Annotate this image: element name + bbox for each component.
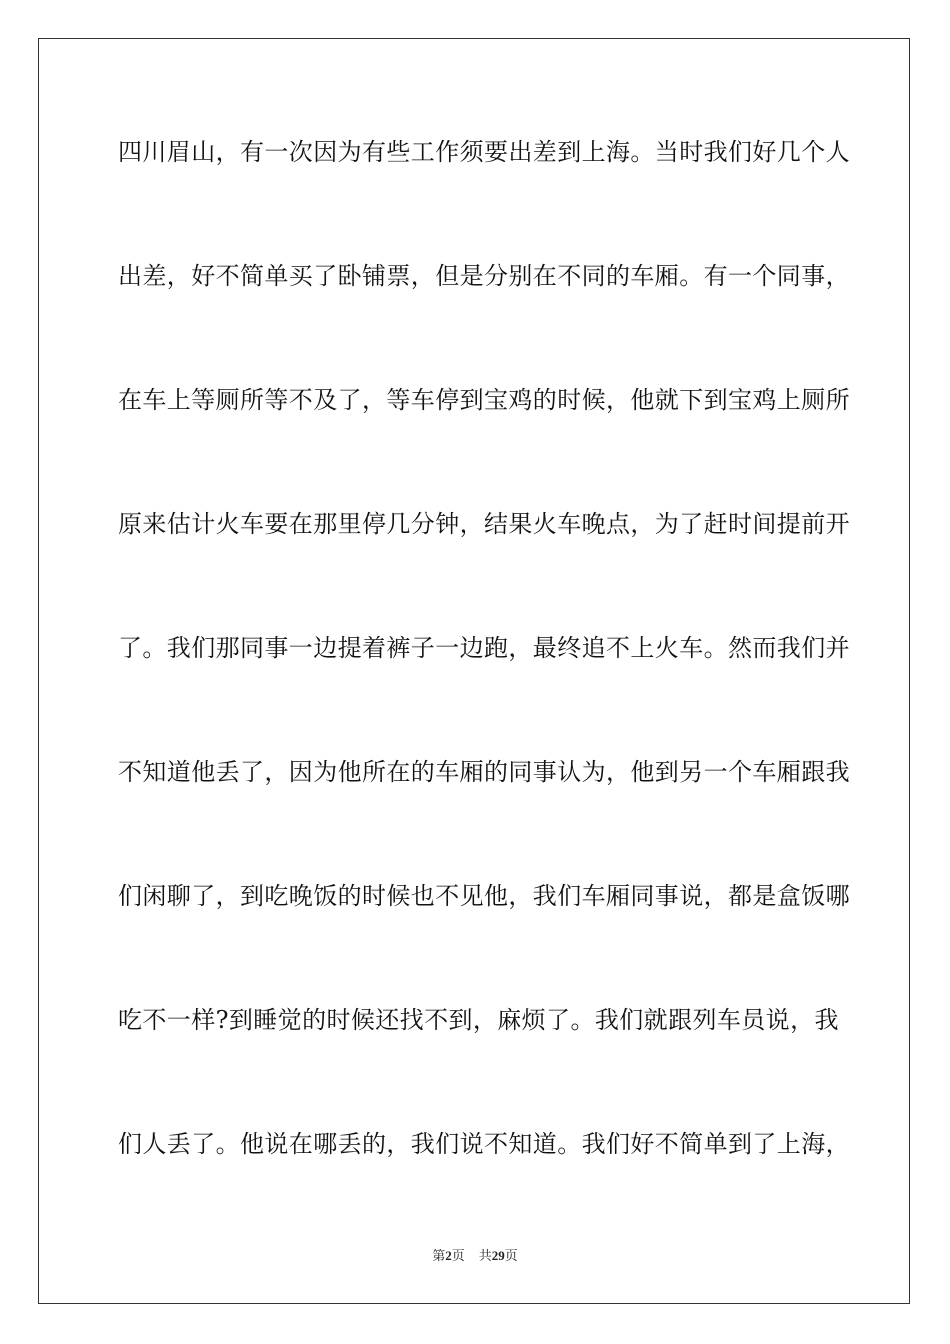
page-prefix: 第 xyxy=(432,1248,446,1263)
body-text-line: 不知道他丢了，因为他所在的车厢的同事认为，他到另一个车厢跟我 xyxy=(118,758,850,786)
body-text-line: 原来估计火车要在那里停几分钟，结果火车晚点，为了赶时间提前开 xyxy=(118,510,850,538)
total-suffix: 页 xyxy=(504,1248,518,1263)
body-text-line: 吃不一样?到睡觉的时候还找不到，麻烦了。我们就跟列车员说，我 xyxy=(118,1006,839,1034)
body-text-line: 们人丢了。他说在哪丢的，我们说不知道。我们好不简单到了上海， xyxy=(118,1130,850,1158)
body-text-line: 出差，好不简单买了卧铺票，但是分别在不同的车厢。有一个同事， xyxy=(118,262,850,290)
total-pages: 29 xyxy=(491,1248,505,1263)
page-suffix: 页 xyxy=(451,1248,465,1263)
body-text-line: 在车上等厕所等不及了，等车停到宝鸡的时候，他就下到宝鸡上厕所 xyxy=(118,386,850,414)
page-footer xyxy=(0,1247,950,1265)
page-border xyxy=(38,38,910,1304)
total-prefix: 共 xyxy=(478,1248,492,1263)
body-text-line: 了。我们那同事一边提着裤子一边跑，最终追不上火车。然而我们并 xyxy=(118,634,850,662)
body-text-line: 们闲聊了，到吃晚饭的时候也不见他，我们车厢同事说，都是盒饭哪 xyxy=(118,882,850,910)
page-number: 2 xyxy=(445,1248,452,1263)
body-text-line: 四川眉山，有一次因为有些工作须要出差到上海。当时我们好几个人 xyxy=(118,138,850,166)
